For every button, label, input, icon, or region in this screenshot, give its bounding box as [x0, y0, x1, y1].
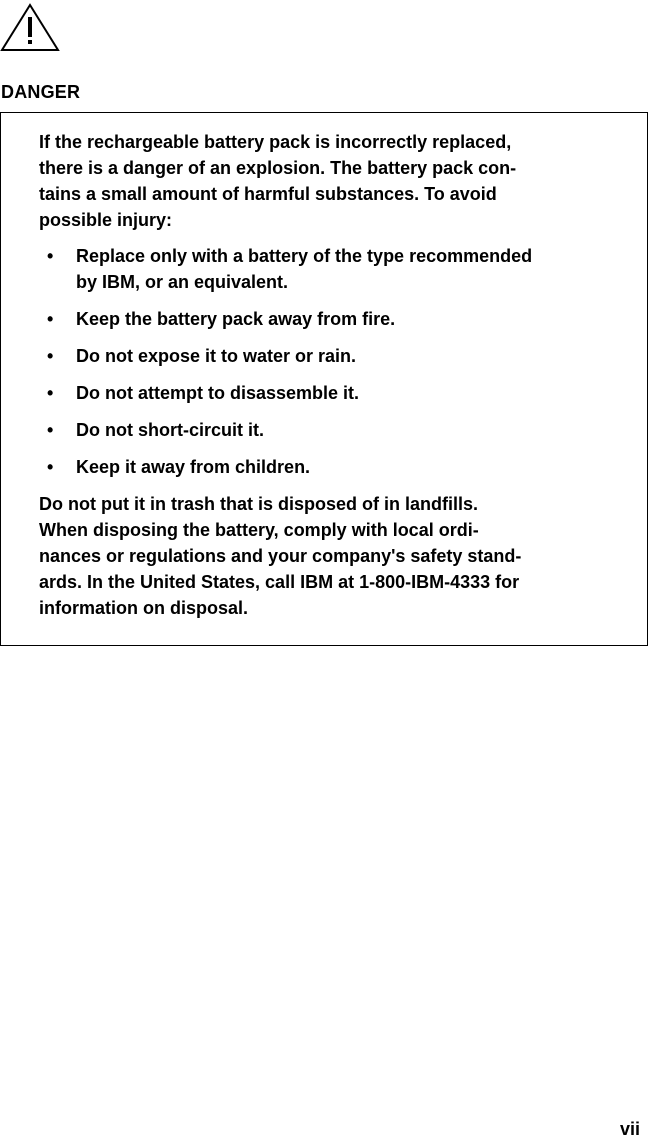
disposal-line: When disposing the battery, comply with local ordi- [39, 520, 479, 540]
precaution-item [39, 454, 629, 480]
precaution-line: Do not attempt to disassemble it. [76, 383, 360, 403]
intro-line: possible injury: [39, 210, 173, 230]
intro-line: If the rechargeable battery pack is incorrectly replaced, [39, 132, 512, 152]
danger-heading: DANGER [1, 82, 81, 102]
precaution-line: Keep the battery pack away from fire. [76, 309, 396, 329]
precaution-line: Replace only with a battery of the type recommended [76, 246, 533, 266]
precaution-item [39, 306, 629, 332]
disposal-line: Do not put it in trash that is disposed of in landfills. [39, 494, 478, 514]
page-number: vii [619, 1119, 640, 1139]
precaution-item [39, 417, 629, 443]
precaution-line: Do not expose it to water or rain. [76, 346, 357, 366]
bullet-icon: • [47, 457, 54, 477]
warning-triangle-icon [0, 2, 60, 52]
intro-line: tains a small amount of harmful substances. To avoid [39, 184, 497, 204]
intro-paragraph [39, 129, 629, 233]
bullet-icon: • [47, 383, 54, 403]
precaution-line: Keep it away from children. [76, 457, 311, 477]
precaution-line: Do not short-circuit it. [76, 420, 264, 440]
bullet-icon: • [47, 309, 54, 329]
precaution-line: by IBM, or an equivalent. [76, 272, 289, 292]
disposal-line: nances or regulations and your company's safety stand- [39, 546, 522, 566]
intro-line: there is a danger of an explosion. The battery pack con- [39, 158, 517, 178]
notice-text [39, 129, 629, 621]
disposal-line: ards. In the United States, call IBM at 1-800-IBM-4333 for [39, 572, 520, 592]
bullet-icon: • [47, 420, 54, 440]
disposal-line: information on disposal. [39, 598, 249, 618]
disposal-paragraph [39, 491, 629, 621]
precaution-item [39, 343, 629, 369]
bullet-icon: • [47, 346, 54, 366]
danger-notice-box [0, 112, 648, 646]
precaution-list [39, 243, 629, 480]
precaution-item [39, 380, 629, 406]
precaution-item [39, 243, 629, 295]
bullet-icon: • [47, 246, 54, 266]
